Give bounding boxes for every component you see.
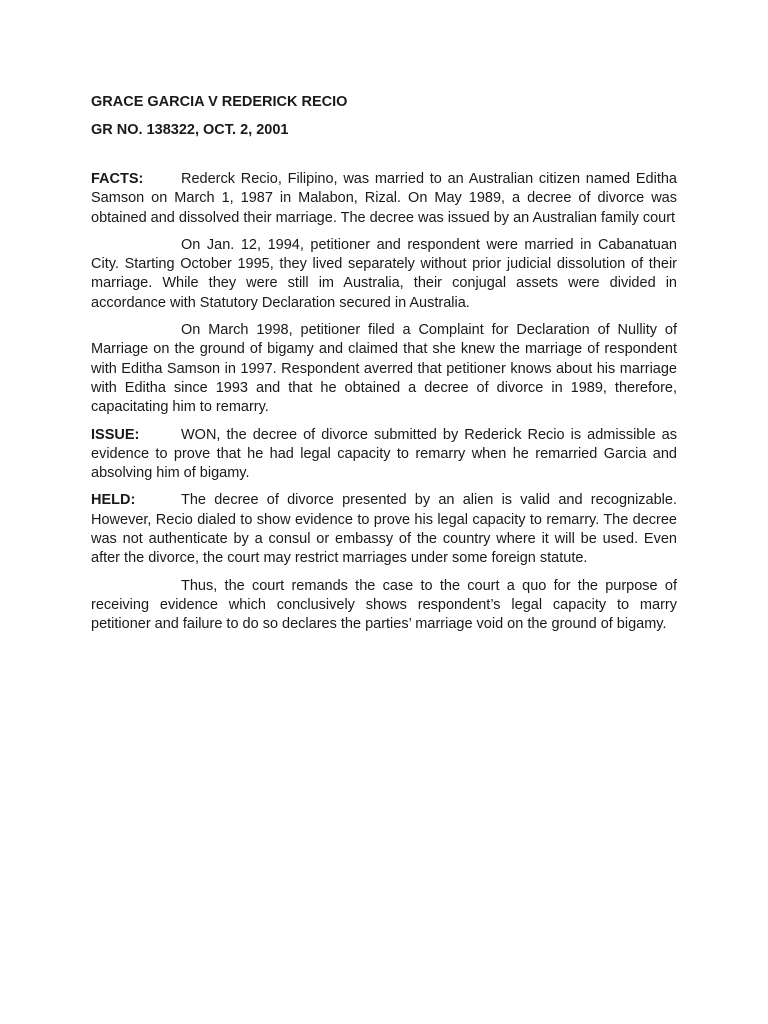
issue-paragraph: [91, 426, 677, 484]
facts-paragraph-2: On Jan. 12, 1994, petitioner and respondent were married in Cabanatuan City. Starting October 1995, they lived separately without prior judicial dissolution of their marriage. While they were still im Australia, their conjugal assets were divided in accordance with Statutory Declaration secured in Australia.: [91, 236, 677, 311]
issue-text: WON, the decree of divorce submitted by Rederick Recio is admissible as evidence to prove that he had legal capacity to remarry when he remarried Garcia and absolving him of bigamy.: [91, 426, 677, 482]
issue-label: ISSUE:: [91, 426, 140, 443]
held-paragraph-2: Thus, the court remands the case to the court a quo for the purpose of receiving evidence which conclusively shows respondent’s legal capacity to marry petitioner and failure to do so declares the parties’ marriage void on the ground of bigamy.: [91, 577, 677, 633]
facts-paragraph-3: On March 1998, petitioner filed a Complaint for Declaration of Nullity of Marriage on the ground of bigamy and claimed that she knew the marriage of respondent with Editha Samson in 1997. Respondent averred that petitioner knows about his marriage with Editha since 1993 and that he obtained a decree of divorce in 1989, therefore, capacitating him to remarry.: [91, 322, 677, 416]
facts-text-1: Rederck Recio, Filipino, was married to an Australian citizen named Editha Samson on March 1, 1987 in Malabon, Rizal. On May 1989, a decree of divorce was obtained and dissolved their marriage. The decree was issued by an Australian family court: [91, 171, 677, 226]
held-text-1: The decree of divorce presented by an alien is valid and recognizable. However, Recio dialed to show evidence to prove his legal capacity to remarry. The decree was not authenticate by a consul or embassy of the country where it will be used. Even after the divorce, the court may restrict marriages under some foreign statute.: [91, 492, 677, 567]
document-page: [91, 92, 677, 643]
case-title: GRACE GARCIA V REDERICK RECIO: [91, 94, 348, 110]
held-paragraph-1: [91, 491, 677, 568]
facts-label: FACTS:: [91, 171, 144, 187]
case-number: GR NO. 138322, OCT. 2, 2001: [91, 122, 289, 138]
held-label: HELD:: [91, 492, 136, 509]
facts-paragraph-1: [91, 170, 677, 228]
